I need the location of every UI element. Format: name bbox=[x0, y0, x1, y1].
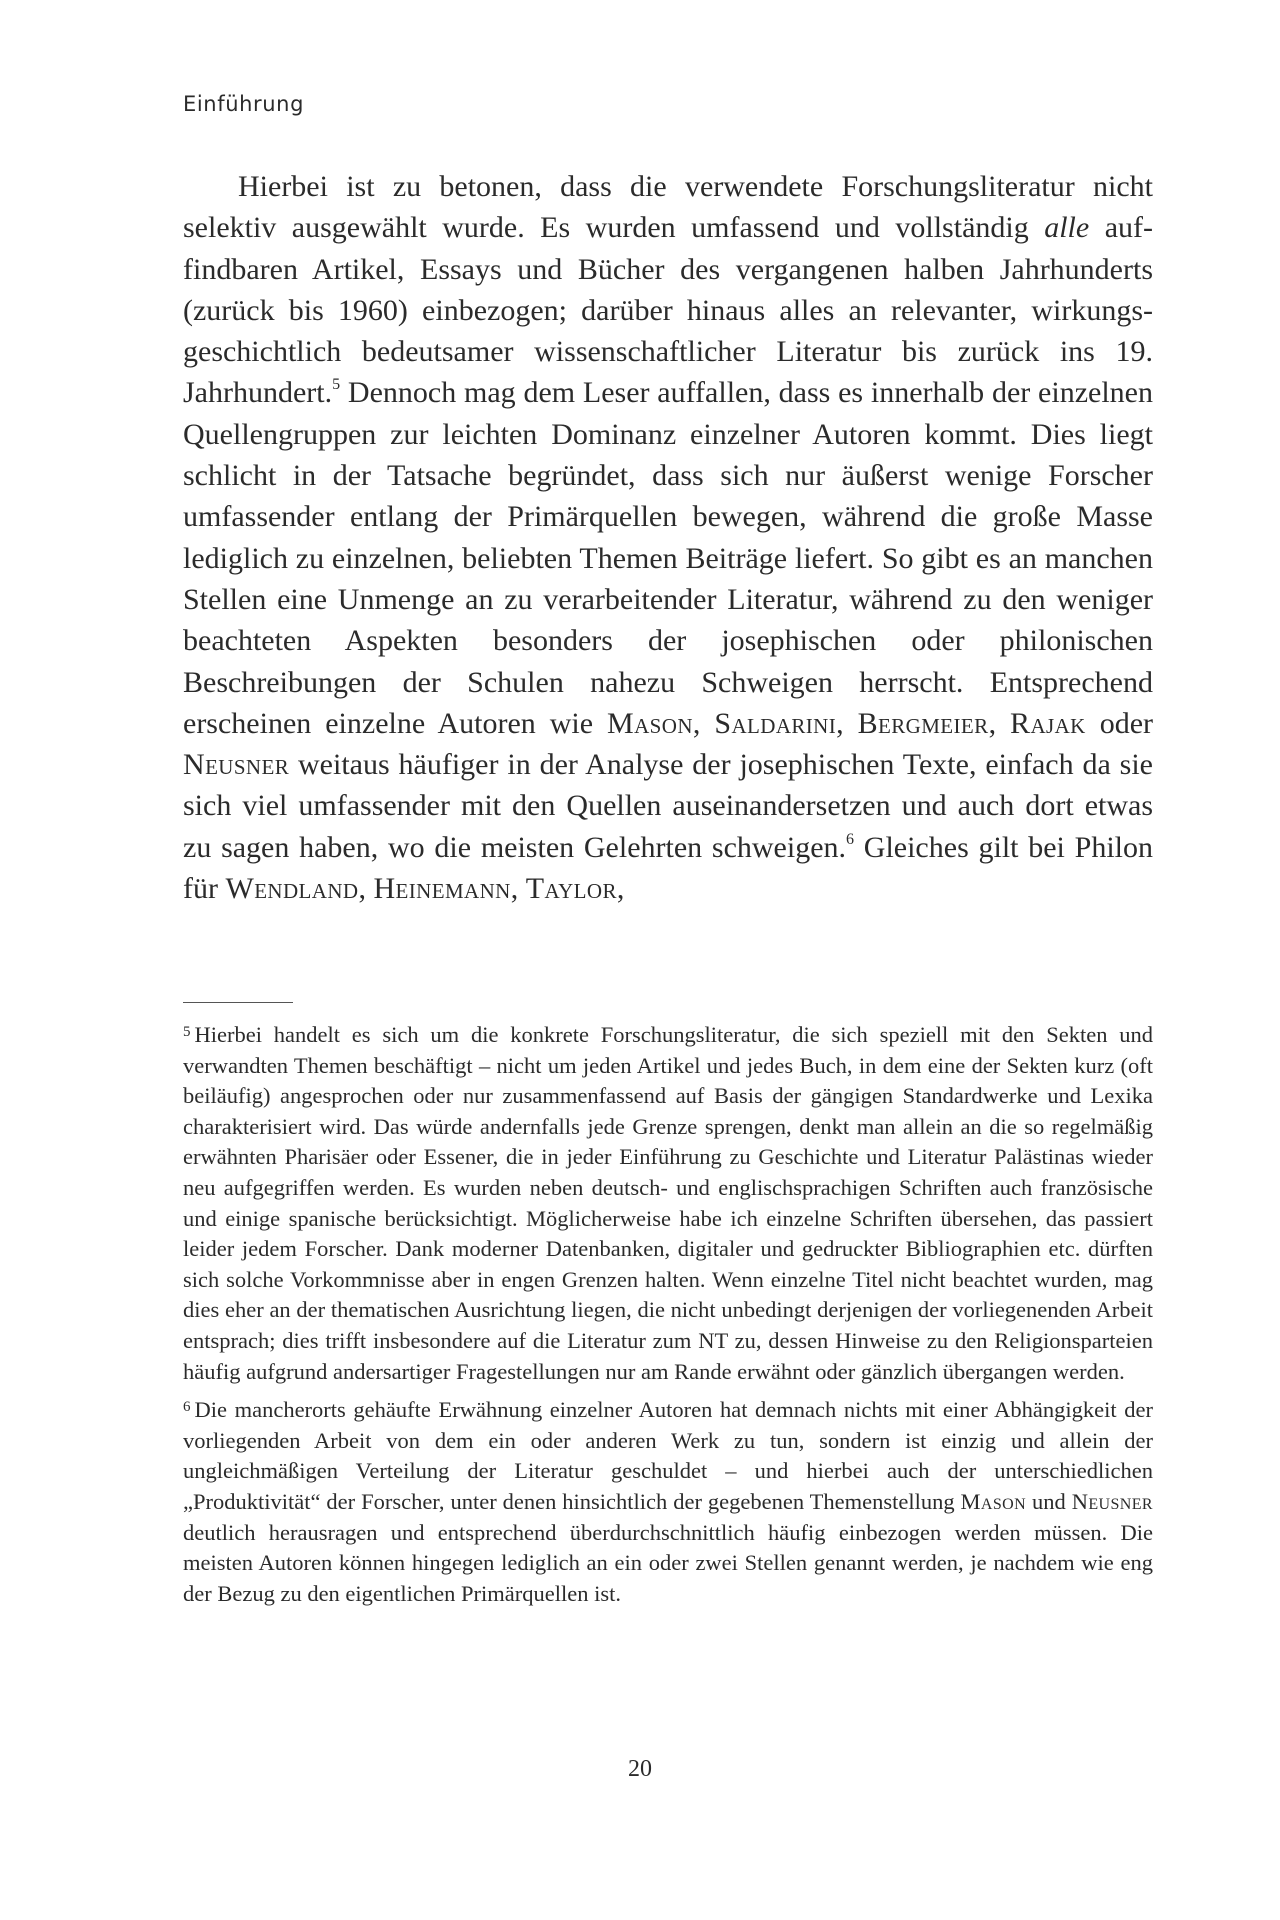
footnote-divider bbox=[183, 1002, 293, 1003]
author-name-neusner: Neusner bbox=[1071, 1488, 1153, 1514]
footnote-ref-6[interactable]: 6 bbox=[846, 830, 855, 848]
author-name-neusner: Neusner bbox=[183, 748, 290, 782]
author-name-taylor: Taylor bbox=[525, 872, 617, 906]
body-text: auffindbaren Artikel, Essays und Bücher des vergangenen halben Jahrhunderts (zurück bis 1960) einbezogen; darüber hinaus alles an relevanter, wirkungsgeschichtlich bedeutsamer wissenschaftlicher Literatur bis zurück ins 19. Jahrhundert. bbox=[183, 211, 1154, 410]
footnote-text: Hierbei handelt es sich um die konkrete Forschungsliteratur, die sich speziell mit den Sekten und verwandten Themen beschäftigt – nicht um jeden Artikel und jedes Buch, in dem eine der Sekten kurz (oft beiläufig) angesprochen oder nur zusammenfassend auf Basis der gängigen Standardwerke und Lexika charakterisiert wird. Das würde andernfalls jede Grenze sprengen, denkt man allein an die so regelmäßig erwähnten Pharisäer oder Essener, die in jeder Einführung zu Geschichte und Literatur Palästinas wieder neu aufgegriffen werden. Es wurden neben deutsch- und englischsprachigen Schriften auch französische und einige spanische berücksichtigt. Möglicherweise habe ich einzelne Schriften übersehen, das passiert leider jedem Forscher. Dank moderner Datenbanken, digitaler und gedruckter Bibliographien etc. dürften sich solche Vorkommnisse aber in engen Grenzen halten. Wenn einzelne Titel nicht beachtet wurden, mag dies eher an der thematischen Ausrichtung liegen, die nicht unbedingt derjenigen der vorliegenenden Arbeit entsprach; dies trifft insbesondere auf die Literatur zum NT zu, dessen Hinweise zu den Religionsparteien häufig aufgrund andersartiger Fragestellungen nur am Rande erwähnt oder gänzlich übergangen werden. bbox=[183, 1022, 1153, 1384]
page-number: 20 bbox=[628, 1756, 652, 1782]
punctuation: , bbox=[988, 706, 1011, 740]
author-name-mason: Mason bbox=[960, 1488, 1027, 1514]
footnote-5 bbox=[183, 1020, 1153, 1387]
body-text: weitaus häufiger in der Analyse der josephischen Texte, einfach da sie sich viel umfassender mit den Quellen auseinandersetzen und auch dort etwas zu sagen haben, wo die meisten Gelehrten schweigen. bbox=[183, 748, 1153, 864]
footnote-text: und bbox=[1026, 1488, 1072, 1514]
footnotes-section bbox=[183, 1020, 1153, 1617]
running-head: Einführung bbox=[183, 92, 305, 116]
author-name-bergmeier: Bergmeier bbox=[857, 706, 989, 740]
body-text: Hierbei ist zu betonen, dass die verwendete Forschungsliteratur nicht selektiv ausgewählt wurde. Es wurden umfassend und vollständig bbox=[183, 170, 1153, 245]
body-text: Gleiches gilt bei Philon für bbox=[183, 830, 1153, 906]
author-name-heinemann: Heinemann bbox=[373, 872, 511, 906]
punctuation: , bbox=[358, 872, 374, 906]
footnote-text: Die mancherorts gehäufte Erwähnung einzelner Autoren hat demnach nichts mit einer Abhängigkeit der vorliegenden Arbeit von dem ein oder anderen Werk zu tun, sondern ist einzig und allein der ungleichmäßigen Verteilung der Literatur geschuldet – und hierbei auch der unterschiedlichen „Produktivität“ der Forscher, unter denen hinsichtlich der gegebenen Themenstellung bbox=[183, 1397, 1153, 1514]
footnote-number: 5 bbox=[183, 1024, 191, 1040]
body-text: oder bbox=[1085, 706, 1153, 740]
footnote-6 bbox=[183, 1395, 1153, 1609]
emphasis-alle: alle bbox=[1044, 211, 1090, 245]
body-paragraph bbox=[183, 166, 1153, 909]
footnote-number: 6 bbox=[183, 1399, 191, 1416]
author-name-wendland: Wendland bbox=[225, 872, 359, 906]
punctuation: , bbox=[510, 872, 526, 906]
footnote-text: deutlich herausragen und entsprechend überdurchschnittlich häufig einbezogen werden müssen. Die meisten Autoren können hingegen lediglich an ein oder zwei Stellen genannt werden, je nachdem wie eng der Bezug zu den eigentlichen Primärquellen ist. bbox=[183, 1519, 1153, 1606]
punctuation: , bbox=[692, 706, 715, 740]
footnote-ref-5[interactable]: 5 bbox=[332, 376, 341, 394]
author-name-saldarini: Saldarini bbox=[714, 706, 837, 740]
author-name-mason: Mason bbox=[607, 706, 693, 740]
punctuation: , bbox=[836, 706, 858, 740]
body-text: Dennoch mag dem Leser auffallen, dass es innerhalb der einzelnen Quellengruppen zur leichten Dominanz einzelner Autoren kommt. Dies liegt schlicht in der Tatsache begründet, dass sich nur äußerst wenige Forscher umfassender entlang der Primärquellen bewegen, während die große Masse lediglich zu einzelnen, beliebten Themen Beiträge liefert. So gibt es an manchen Stellen eine Unmenge an zu verarbeitender Literatur, während zu den weniger beachteten Aspekten besonders der josephischen oder philonischen Beschreibungen der Schulen nahezu Schweigen herrscht. Entsprechend erscheinen einzelne Autoren wie bbox=[183, 376, 1153, 740]
author-name-rajak: Rajak bbox=[1010, 706, 1086, 740]
punctuation: , bbox=[616, 872, 625, 906]
